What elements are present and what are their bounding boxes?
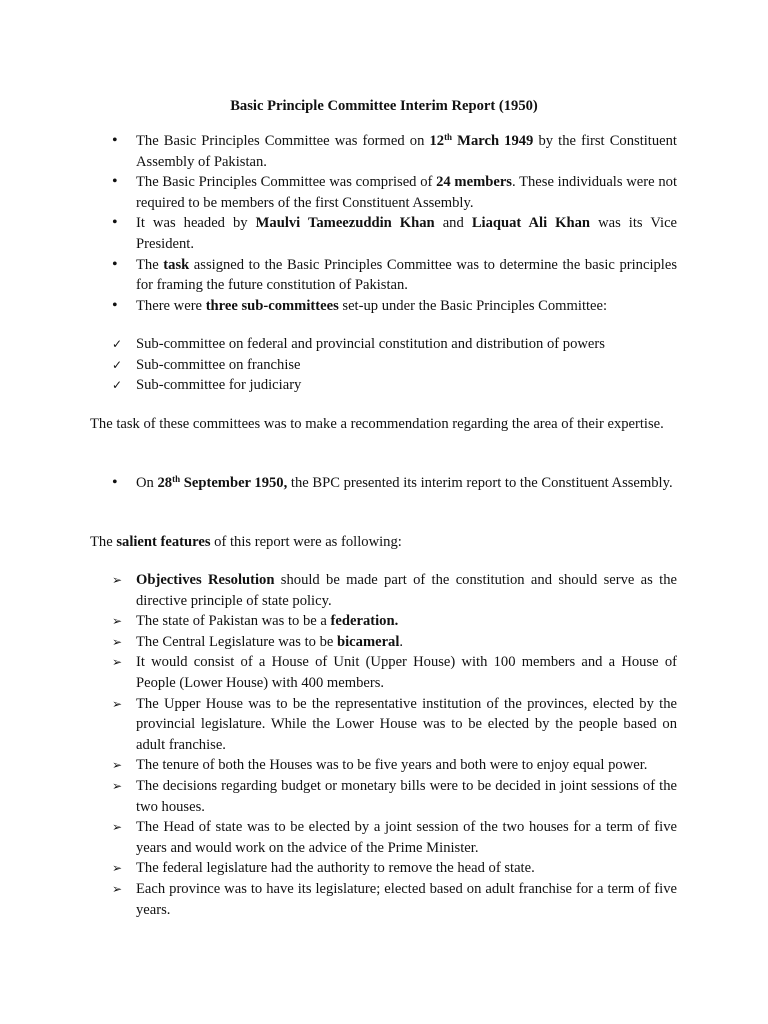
arrow-bullet-icon: ➢ xyxy=(112,881,123,896)
list-item: • The Basic Principles Committee was formed on 12th March 1949 by the first Constituent Assembly of Pakistan. xyxy=(112,132,677,170)
arrow-bullet-icon: ➢ xyxy=(112,758,123,773)
bullet-dot-icon: • xyxy=(112,214,118,232)
list-item: • The Basic Principles Committee was comprised of 24 members. These individuals were not required to be members of the first Constituent Assembly. xyxy=(112,173,678,211)
list-item: ✓ Sub-committee for judiciary xyxy=(0,375,677,396)
list-item: ➢ The Central Legislature was to be bicameral. xyxy=(0,632,677,653)
list-item: ➢ The federal legislature had the authority to remove the head of state. xyxy=(0,858,677,879)
arrow-bullet-icon: ➢ xyxy=(112,614,123,629)
list-item: ➢ The decisions regarding budget or monetary bills were to be decided in joint sessions of the two houses. xyxy=(112,777,677,815)
list-item: ➢ The Upper House was to be the representative institution of the provinces, elected by the provincial legislature. While the Lower House was to be elected by the people based on adult franchise. xyxy=(112,695,677,753)
list-item: ➢ The tenure of both the Houses was to be five years and both were to enjoy equal power. xyxy=(0,755,677,776)
list-item: ➢ The Head of state was to be elected by a joint session of the two houses for a term of five years and would work on the advice of the Prime Minister. xyxy=(112,819,677,856)
list-item: ➢ It would consist of a House of Unit (Upper House) with 100 members and a House of People (Lower House) with 400 members. xyxy=(112,654,677,691)
arrow-bullet-icon: ➢ xyxy=(112,778,123,793)
bullet-dot-icon: • xyxy=(112,255,118,273)
arrow-bullet-icon: ➢ xyxy=(112,634,123,649)
list-item: ➢ Objectives Resolution should be made part of the constitution and should serve as the directive principle of state policy. xyxy=(112,572,677,609)
list-item: ✓ Sub-committee on franchise xyxy=(0,355,677,376)
bullet-dot-icon: • xyxy=(112,173,118,191)
bullet-dot-icon: • xyxy=(112,132,118,149)
document-title: Basic Principle Committee Interim Report (1950) xyxy=(230,98,538,114)
subcommittee-list xyxy=(0,334,768,396)
checkmark-icon: ✓ xyxy=(112,378,123,393)
list-item: • It was headed by Maulvi Tameezuddin Khan and Liaquat Ali Khan was its Vice President. xyxy=(112,214,678,252)
list-item: • There were three sub-committees set-up under the Basic Principles Committee: xyxy=(0,296,677,317)
arrow-bullet-icon: ➢ xyxy=(112,655,123,670)
bullet-dot-icon: • xyxy=(112,296,118,314)
list-item: ➢ Each province was to have its legislature; elected based on adult franchise for a term of five years. xyxy=(112,880,677,918)
arrow-bullet-icon: ➢ xyxy=(112,573,123,587)
features-intro: The salient features of this report were as following: xyxy=(90,534,402,550)
arrow-bullet-icon: ➢ xyxy=(112,820,123,835)
arrow-bullet-icon: ➢ xyxy=(112,696,123,711)
list-item: ✓ Sub-committee on federal and provincial constitution and distribution of powers xyxy=(0,334,677,355)
committee-facts-list xyxy=(0,131,768,316)
checkmark-icon: ✓ xyxy=(112,337,123,351)
list-item: • On 28th September 1950, the BPC presented its interim report to the Constituent Assembly. xyxy=(0,473,677,494)
arrow-bullet-icon: ➢ xyxy=(112,861,123,876)
checkmark-icon: ✓ xyxy=(112,357,123,372)
list-item: • The task assigned to the Basic Principles Committee was to determine the basic principles for framing the future constitution of Pakistan. xyxy=(112,255,678,294)
task-paragraph: The task of these committees was to make a recommendation regarding the area of their expertise. xyxy=(90,416,664,432)
report-list xyxy=(0,473,768,494)
salient-features-list xyxy=(0,570,768,920)
bullet-dot-icon: • xyxy=(112,474,118,491)
list-item: ➢ The state of Pakistan was to be a federation. xyxy=(0,611,677,632)
